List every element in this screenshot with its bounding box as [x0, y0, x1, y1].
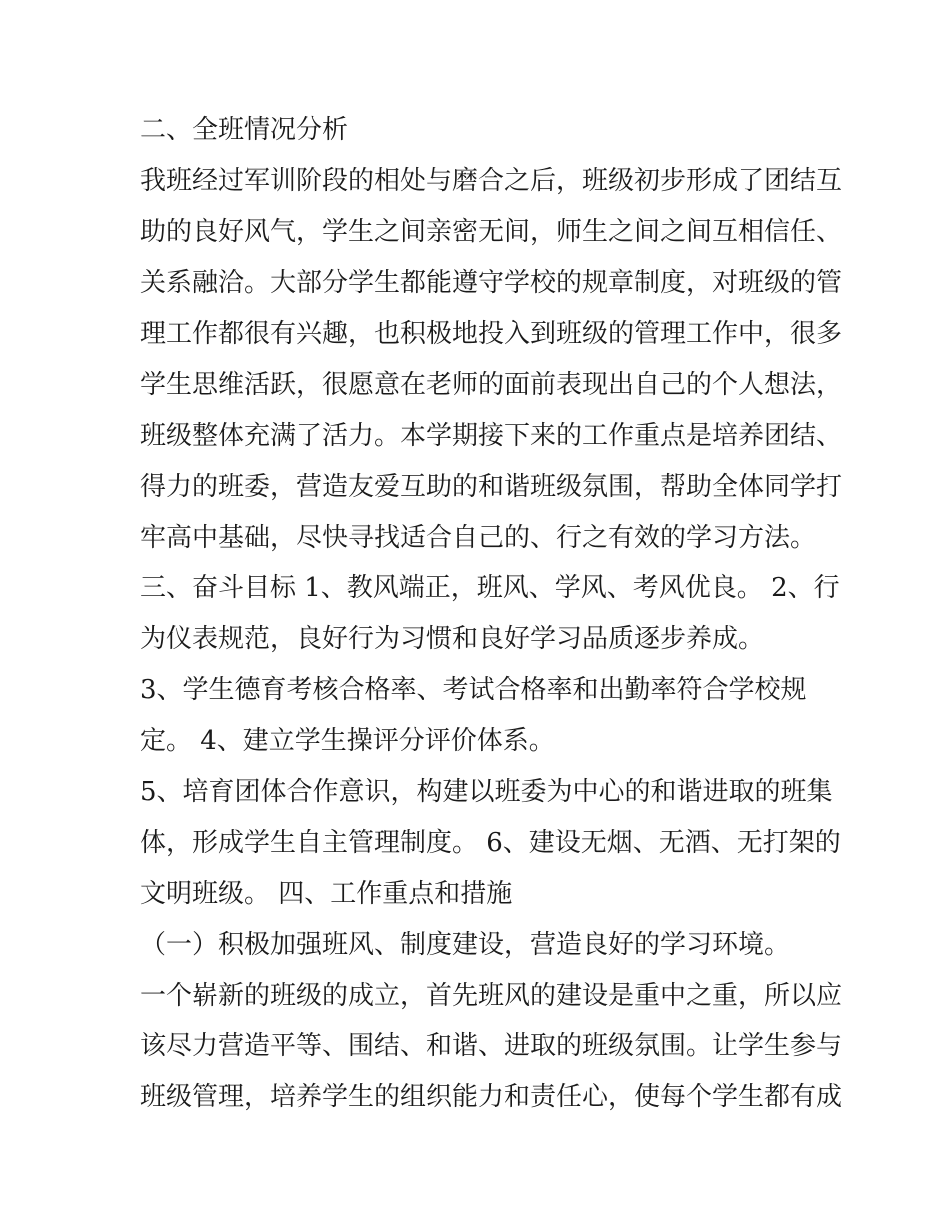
paragraph-line: 为仪表规范，良好行为习惯和良好学习品质逐步养成。 — [140, 624, 765, 654]
paragraph-line: 牢高中基础，尽快寻找适合自己的、行之有效的学习方法。 — [140, 523, 817, 553]
paragraph-line: 班级整体充满了活力。本学期接下来的工作重点是培养团结、 — [140, 421, 843, 451]
paragraph-line: 助的良好风气，学生之间亲密无间，师生之间之间互相信任、 — [140, 217, 843, 247]
paragraph-line: 得力的班委，营造友爱互助的和谐班级氛围，帮助全体同学打 — [140, 472, 843, 502]
paragraph-line: 理工作都很有兴趣，也积极地投入到班级的管理工作中，很多 — [140, 319, 843, 349]
paragraph-line: 关系融洽。大部分学生都能遵守学校的规章制度，对班级的管 — [140, 268, 843, 298]
subsection-heading: （一）积极加强班风、制度建设，营造良好的学习环境。 — [140, 930, 791, 960]
section-heading-2: 二、全班情况分析 — [140, 115, 349, 145]
paragraph-line: 班级管理，培养学生的组织能力和责任心，使每个学生都有成 — [140, 1082, 843, 1112]
paragraph-line: 我班经过军训阶段的相处与磨合之后，班级初步形成了团结互 — [140, 166, 843, 196]
paragraph-line: 该尽力营造平等、围结、和谐、进取的班级氛围。让学生参与 — [140, 1031, 843, 1061]
paragraph-line: 体，形成学生自主管理制度。 6、建设无烟、无酒、无打架的 — [140, 828, 841, 858]
paragraph-line: 5、培育团体合作意识，构建以班委为中心的和谐进取的班集 — [140, 777, 833, 807]
paragraph-line: 定。 4、建立学生操评分评价体系。 — [140, 726, 555, 756]
paragraph-line: 3、学生德育考核合格率、考试合格率和出勤率符合学校规 — [140, 675, 807, 705]
paragraph-line: 学生思维活跃，很愿意在老师的面前表现出自己的个人想法， — [140, 370, 843, 400]
section-heading-4: 文明班级。 四、工作重点和措施 — [140, 879, 513, 909]
paragraph-line: 一个崭新的班级的成立，首先班风的建设是重中之重，所以应 — [140, 981, 843, 1011]
section-heading-3: 三、奋斗目标 1、教风端正，班风、学风、考风优良。 2、行 — [140, 573, 840, 603]
